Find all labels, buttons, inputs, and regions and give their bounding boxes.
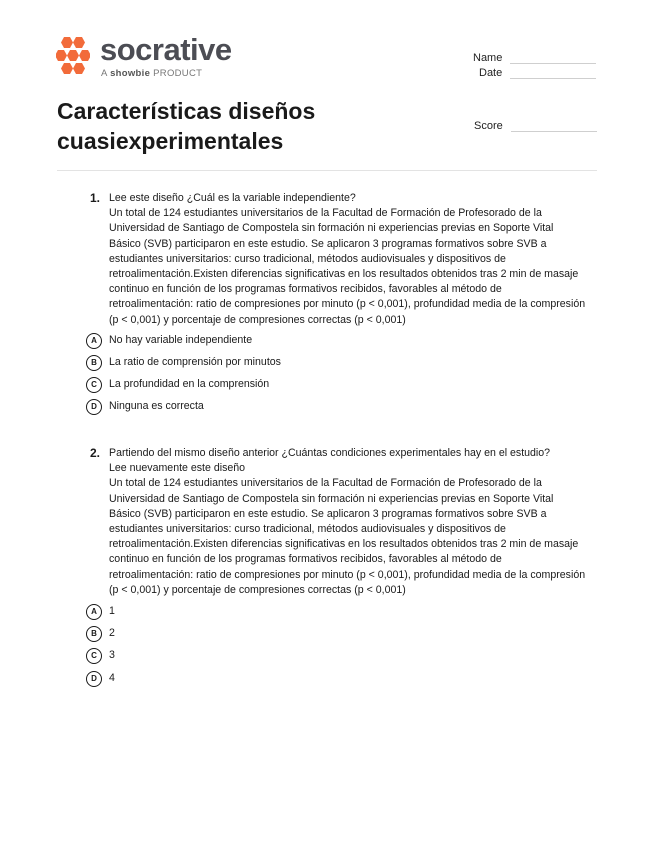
score-line[interactable] [511,121,597,132]
tag-brand: showbie [110,68,151,79]
option-text: 2 [109,627,115,639]
question-number: 2. [90,446,101,460]
date-field[interactable] [479,67,596,79]
option-text: 1 [109,605,115,617]
option-text: 4 [109,672,115,684]
score-label: Score [474,120,503,132]
score-field[interactable] [474,120,597,132]
name-line[interactable] [510,53,596,64]
option-text: La ratio de comprensión por minutos [109,356,281,368]
option-text: 3 [109,649,115,661]
option-letter-circle-icon: B [86,355,102,371]
question-instruction: Lee nuevamente este diseño [109,462,246,475]
option-text: La profundidad en la comprensión [109,378,270,390]
option-letter-circle-icon: C [86,648,102,664]
question-prompt: Lee este diseño ¿Cuál es la variable independiente? [109,192,356,204]
question-text [109,446,587,598]
option-letter-circle-icon: D [86,399,102,415]
tag-suffix: PRODUCT [153,68,203,79]
header-divider [57,170,597,171]
date-line[interactable] [510,68,596,79]
option-text: No hay variable independiente [109,334,253,346]
question-number: 1. [90,191,101,205]
socrative-logo [56,34,256,80]
logo-tagline [101,68,202,79]
option-letter-circle-icon: D [86,671,102,687]
logo-wordmark: socrative [100,32,232,67]
question-prompt: Partiendo del mismo diseño anterior ¿Cuántas condiciones experimentales hay en el estudio? [109,447,551,459]
question-scenario: Un total de 124 estudiantes universitarios de la Facultad de Formación de Profesorado de la Universidad de Santiago de Compostela sin formación ni experiencias previas en Soporte Vital Básico (SVB) participaron en este estudio. Se aplicaron 3 programas formativos sobre SVB a estudiantes universitarios: curso tradicional, métodos audiovisuales y dispositivos de retroalimentación.Existen diferencias significativas en los resultados obtenidos tras 2 min de masaje continuo en función de los programas formativos recibidos, favorables al método de retroalimentación: ratio de compresiones por minuto (p < 0,001), profundidad media de la compresión (p < 0,001) y porcentaje de compresiones correctas (p < 0,001) [109,207,586,326]
option-letter-circle-icon: B [86,626,102,642]
tag-prefix: A [101,68,108,79]
question-scenario: Un total de 124 estudiantes universitarios de la Facultad de Formación de Profesorado de la Universidad de Santiago de Compostela sin formación ni experiencias previas en Soporte Vital Básico (SVB) participaron en este estudio. Se aplicaron 3 programas formativos sobre SVB a estudiantes universitarios: curso tradicional, métodos audiovisuales y dispositivos de retroalimentación.Existen diferencias significativas en los resultados obtenidos tras 2 min de masaje continuo en función de los programas formativos recibidos, favorables al método de retroalimentación: ratio de compresiones por minuto (p < 0,001), profundidad media de la compresión (p < 0,001) y porcentaje de compresiones correctas (p < 0,001) [109,477,586,596]
socrative-hexagon-logo-icon [56,34,90,78]
question-text [109,191,587,328]
option-letter-circle-icon: A [86,333,102,349]
date-label: Date [479,67,503,79]
name-field[interactable] [473,52,596,64]
option-text: Ninguna es correcta [109,400,204,412]
page-title: Características diseños cuasiexperimentales [57,98,316,154]
option-letter-circle-icon: C [86,377,102,393]
option-letter-circle-icon: A [86,604,102,620]
name-label: Name [473,52,503,64]
